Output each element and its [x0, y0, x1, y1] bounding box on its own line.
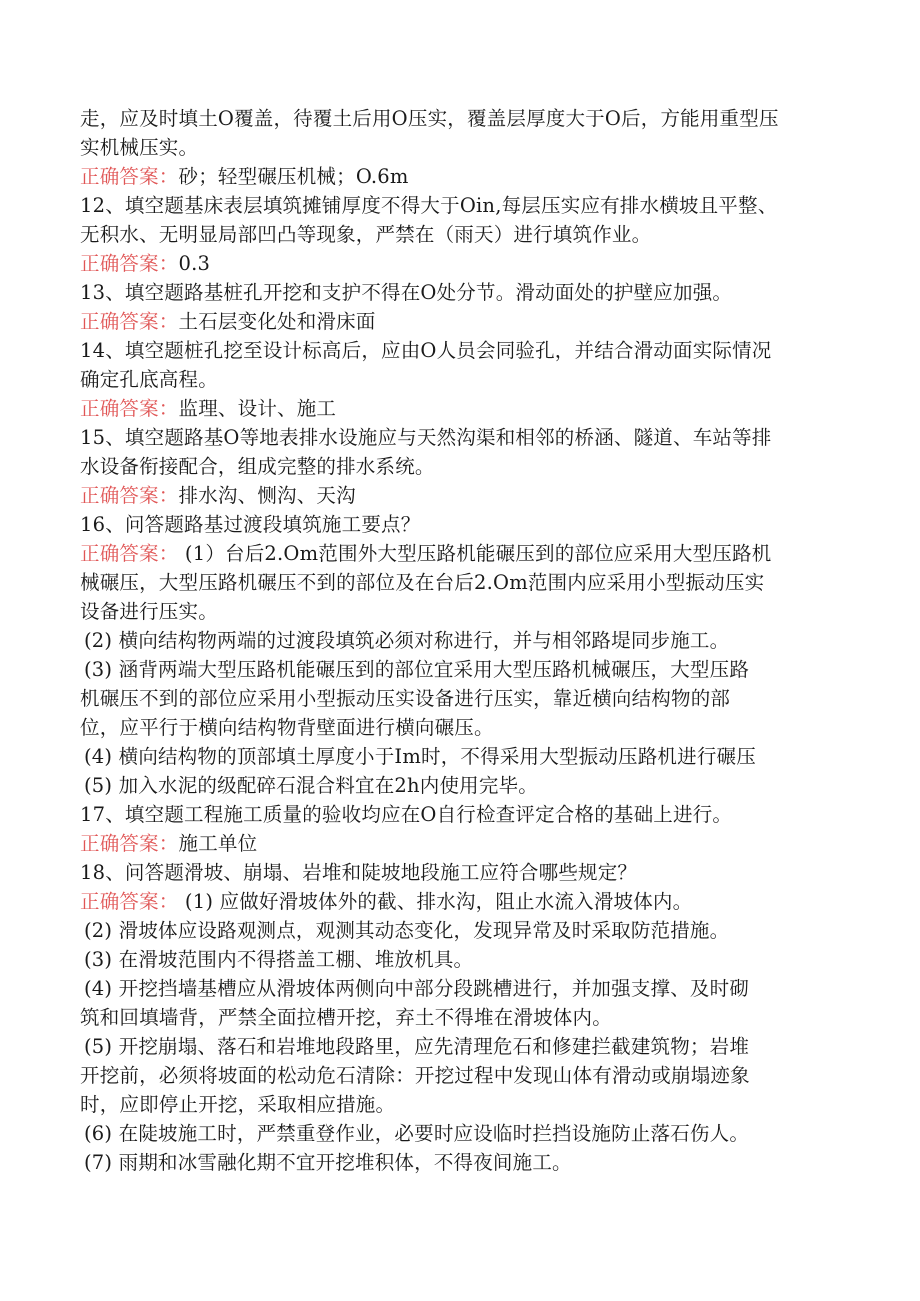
- answer-line: [80, 887, 840, 916]
- text-line: 实机械压实。: [80, 136, 199, 159]
- answer-line: [80, 829, 840, 858]
- text-line: (2) 滑坡体应设路观测点，观测其动态变化，发现异常及时采取防范措施。: [84, 919, 730, 942]
- answer-line: [80, 539, 840, 568]
- answer-line: [80, 307, 840, 336]
- answer-label: 正确答案：: [80, 832, 179, 855]
- answer-label: 正确答案：: [80, 542, 179, 565]
- answer-text: (1) 应做好滑坡体外的截、排水沟，阻止水流入滑坡体内。: [178, 890, 693, 913]
- document-body: [80, 104, 840, 1177]
- text-line: (3) 涵背两端大型压路机能碾压到的部位宜采用大型压路机械碾压，大型压路: [84, 658, 750, 681]
- text-line: (6) 在陡坡施工时，严禁重登作业，必要时应设临时拦挡设施防止落石伤人。: [84, 1122, 750, 1145]
- answer-line: [80, 481, 840, 510]
- answer-label: 正确答案：: [80, 890, 179, 913]
- text-line: 12、填空题基床表层填筑摊铺厚度不得大于Oin,每层压实应有排水横坡且平整、: [80, 194, 778, 217]
- answer-line: [80, 249, 840, 278]
- answer-text: 排水沟、恻沟、天沟: [178, 484, 356, 507]
- text-line: (5) 加入水泥的级配碎石混合料宜在2h内使用完毕。: [84, 774, 538, 797]
- answer-text: 砂；轻型碾压机械；O.6m: [178, 165, 409, 188]
- text-line: 机碾压不到的部位应采用小型振动压实设备进行压实，靠近横向结构物的部: [80, 687, 731, 710]
- text-line: 开挖前，必须将坡面的松动危石清除：开挖过程中发现山体有滑动或崩塌迹象: [80, 1064, 750, 1087]
- answer-label: 正确答案：: [80, 484, 179, 507]
- answer-label: 正确答案：: [80, 252, 179, 275]
- answer-text: 监理、设计、施工: [178, 397, 337, 420]
- text-line: 设备进行压实。: [80, 600, 218, 623]
- answer-text: 0.3: [178, 252, 211, 275]
- text-line: (3) 在滑坡范围内不得搭盖工棚、堆放机具。: [84, 948, 474, 971]
- text-line: 走，应及时填土O覆盖，待覆土后用O压实，覆盖层厚度大于O后，方能用重型压: [80, 107, 779, 130]
- answer-line: [80, 394, 840, 423]
- text-line: 15、填空题路基O等地表排水设施应与天然沟渠和相邻的桥涵、隧道、车站等排: [80, 426, 772, 449]
- text-line: (2) 横向结构物两端的过渡段填筑必须对称进行，并与相邻路堤同步施工。: [84, 629, 730, 652]
- text-line: 确定孔底高程。: [80, 368, 218, 391]
- text-line: 13、填空题路基桩孔开挖和支护不得在O处分节。滑动面处的护壁应加强。: [80, 281, 733, 304]
- answer-text: 土石层变化处和滑床面: [178, 310, 376, 333]
- answer-line: [80, 162, 840, 191]
- text-line: 16、问答题路基过渡段填筑施工要点？: [80, 513, 421, 536]
- answer-text: 施工单位: [178, 832, 258, 855]
- text-line: 14、填空题桩孔挖至设计标高后，应由O人员会同验孔，并结合滑动面实际情况: [80, 339, 772, 362]
- answer-text: (1）台后2.Om范围外大型压路机能碾压到的部位应采用大型压路机: [178, 542, 772, 565]
- text-line: 械碾压，大型压路机碾压不到的部位及在台后2.Om范围内应采用小型振动压实: [80, 571, 765, 594]
- text-line: 17、填空题工程施工质量的验收均应在O自行检查评定合格的基础上进行。: [80, 803, 733, 826]
- answer-label: 正确答案：: [80, 397, 179, 420]
- text-line: 水设备衔接配合，组成完整的排水系统。: [80, 455, 435, 478]
- answer-label: 正确答案：: [80, 165, 179, 188]
- text-line: 位，应平行于横向结构物背壁面进行横向碾压。: [80, 716, 494, 739]
- text-line: (7) 雨期和冰雪融化期不宜开挖堆积体，不得夜间施工。: [84, 1151, 572, 1174]
- text-line: 筑和回填墙背，严禁全面拉槽开挖，弃土不得堆在滑坡体内。: [80, 1006, 612, 1029]
- text-line: 无积水、无明显局部凹凸等现象，严禁在（雨天）进行填筑作业。: [80, 223, 652, 246]
- text-line: (5) 开挖崩塌、落石和岩堆地段路里，应先清理危石和修建拦截建筑物；岩堆: [84, 1035, 750, 1058]
- text-line: 18、问答题滑坡、崩塌、岩堆和陡坡地段施工应符合哪些规定？: [80, 861, 638, 884]
- text-line: (4) 横向结构物的顶部填土厚度小于Im时，不得采用大型振动压路机进行碾压: [84, 745, 756, 768]
- answer-label: 正确答案：: [80, 310, 179, 333]
- text-line: (4) 开挖挡墙基槽应从滑坡体两侧向中部分段跳槽进行，并加强支撑、及时砌: [84, 977, 750, 1000]
- text-line: 时，应即停止开挖，采取相应措施。: [80, 1093, 396, 1116]
